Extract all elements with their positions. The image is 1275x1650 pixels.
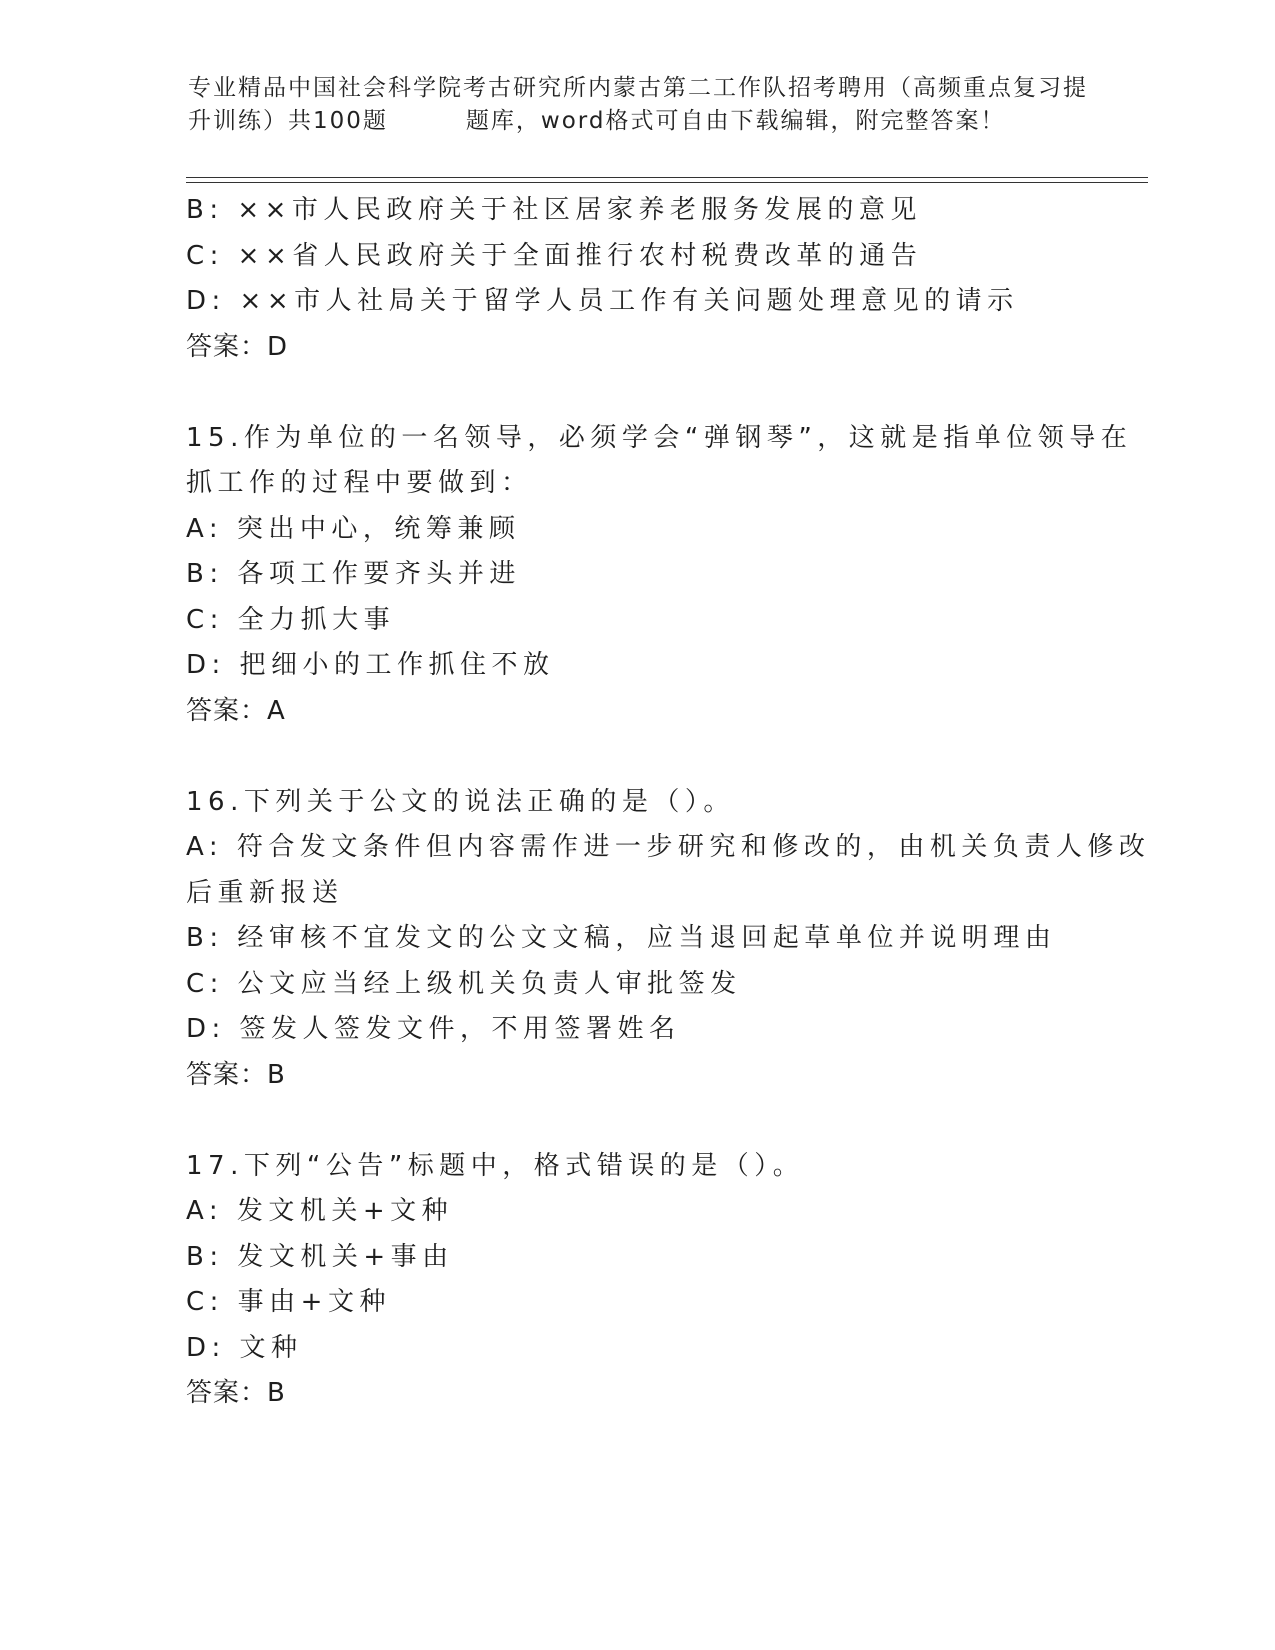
question-stem-continued: 抓工作的过程中要做到： [186, 468, 533, 498]
question-14 [186, 188, 1086, 370]
answer-text: 答案：B [186, 1059, 286, 1090]
option-c: C: 事由+文种 [186, 1287, 391, 1317]
option-b: B: 发文机关+事由 [186, 1241, 454, 1272]
header-divider-top [186, 177, 1148, 178]
option-b: B: 各项工作要齐头并进 [186, 559, 521, 589]
option-c: C: ××省人民政府关于全面推行农村税费改革的通告 [186, 240, 923, 271]
header-line-2-part-b: 题库，word格式可自由下载编辑，附完整答案！ [465, 108, 1006, 134]
question-16 [186, 780, 1151, 1099]
option-d: D: ××市人社局关于留学人员工作有关问题处理意见的请示 [186, 286, 1019, 316]
header-divider-bottom [186, 182, 1148, 183]
question-list [186, 188, 1151, 1417]
question-stem: 16.下列关于公文的说法正确的是（）。 [186, 786, 735, 817]
option-c: C: 公文应当经上级机关负责人审批签发 [186, 968, 742, 999]
option-b: B: ××市人民政府关于社区居家养老服务发展的意见 [186, 195, 922, 225]
question-stem: 15.作为单位的一名领导，必须学会“弹钢琴”，这就是指单位领导在 [186, 422, 1133, 453]
header-line-1: 专业精品中国社会科学院考古研究所内蒙古第二工作队招考聘用（高频重点复习提 [188, 75, 1088, 101]
question-stem: 17.下列“公告”标题中，格式错误的是（）。 [186, 1150, 805, 1181]
header-line-2-part-a: 升训练）共100题 [188, 108, 388, 134]
option-b: B: 经审核不宜发文的公文文稿，应当退回起草单位并说明理由 [186, 923, 1057, 953]
answer-text: 答案：A [186, 695, 286, 726]
question-17 [186, 1144, 1086, 1417]
option-d: D: 把细小的工作抓住不放 [186, 650, 555, 680]
answer-text: 答案：D [186, 331, 289, 362]
option-a-continued: 后重新报送 [186, 877, 344, 908]
header-line-2 [188, 105, 1088, 138]
option-a: A: 突出中心，统筹兼顾 [186, 513, 521, 544]
option-d: D: 签发人签发文件，不用签署姓名 [186, 1014, 681, 1044]
option-d: D: 文种 [186, 1332, 303, 1363]
page-header [188, 72, 1088, 138]
question-15 [186, 416, 1133, 735]
option-c: C: 全力抓大事 [186, 604, 396, 635]
option-a: A: 发文机关+文种 [186, 1196, 454, 1226]
answer-text: 答案：B [186, 1378, 286, 1408]
option-a: A: 符合发文条件但内容需作进一步研究和修改的，由机关负责人修改 [186, 832, 1151, 862]
